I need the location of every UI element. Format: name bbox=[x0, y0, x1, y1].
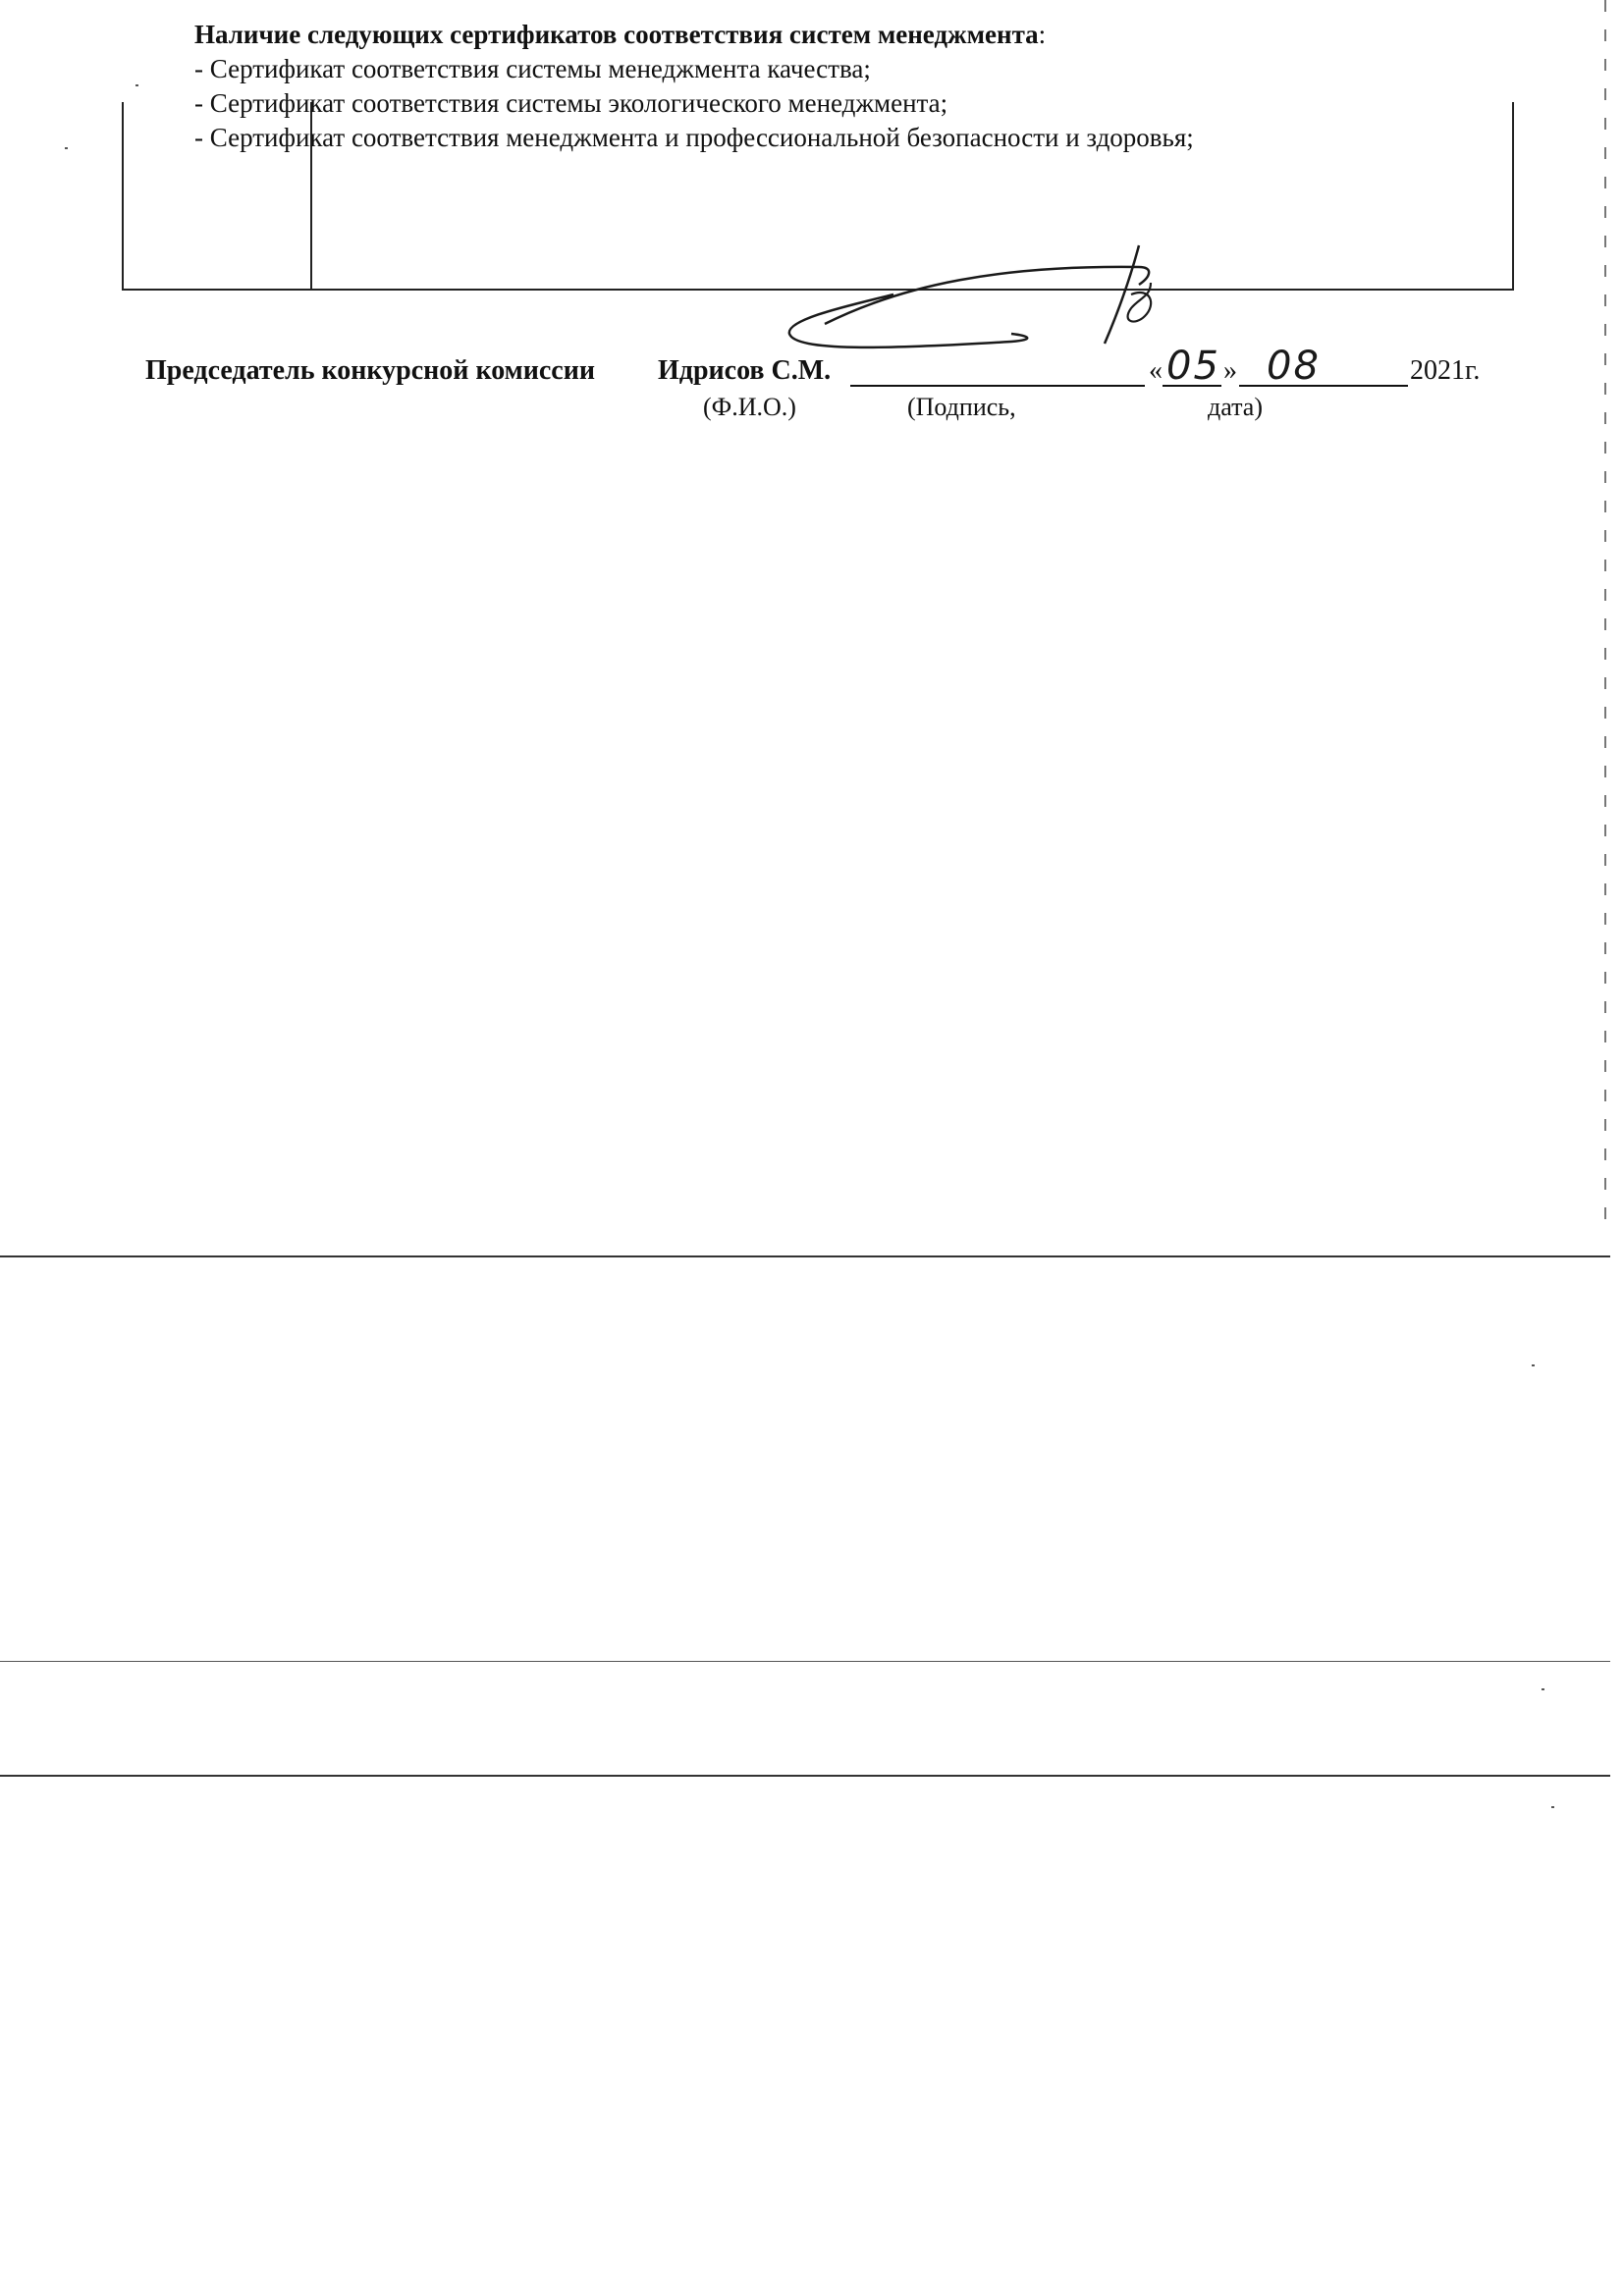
date-quote-close: » bbox=[1223, 355, 1237, 386]
date-quote-open: « bbox=[1149, 355, 1163, 386]
certificate-item: - Сертификат соответствия системы менеджмента качества; bbox=[194, 54, 871, 83]
date-year: 2021г. bbox=[1410, 355, 1481, 386]
chairman-role: Председатель конкурсной комиссии bbox=[145, 355, 595, 386]
scan-speck bbox=[65, 147, 68, 149]
handwritten-month: 08 bbox=[1267, 344, 1321, 389]
caption-fio: (Ф.И.О.) bbox=[703, 393, 796, 421]
scan-speck bbox=[1551, 1806, 1554, 1808]
scan-speck bbox=[1532, 1364, 1535, 1366]
scan-edge-line bbox=[1604, 0, 1606, 1237]
scan-speck bbox=[135, 84, 138, 86]
chairman-name: Идрисов С.М. bbox=[658, 355, 832, 386]
caption-date: дата) bbox=[1208, 393, 1263, 421]
signature-blank-line bbox=[850, 355, 1145, 387]
certificates-heading: Наличие следующих сертификатов соответствия систем менеджмента: bbox=[194, 20, 1047, 49]
caption-signature: (Подпись, bbox=[907, 393, 1016, 421]
certificate-item: - Сертификат соответствия менеджмента и профессиональной безопасности и здоровья; bbox=[194, 123, 1194, 152]
scan-artifact-line bbox=[0, 1661, 1610, 1662]
month-blank-line bbox=[1239, 355, 1408, 387]
certificate-item: - Сертификат соответствия системы экологического менеджмента; bbox=[194, 88, 948, 118]
requirements-cell bbox=[194, 18, 1373, 155]
scan-speck bbox=[1542, 1688, 1544, 1690]
scan-artifact-line bbox=[0, 1255, 1610, 1257]
handwritten-signature bbox=[766, 226, 1178, 373]
handwritten-day: 05 bbox=[1166, 344, 1220, 389]
scan-artifact-line bbox=[0, 1775, 1610, 1777]
